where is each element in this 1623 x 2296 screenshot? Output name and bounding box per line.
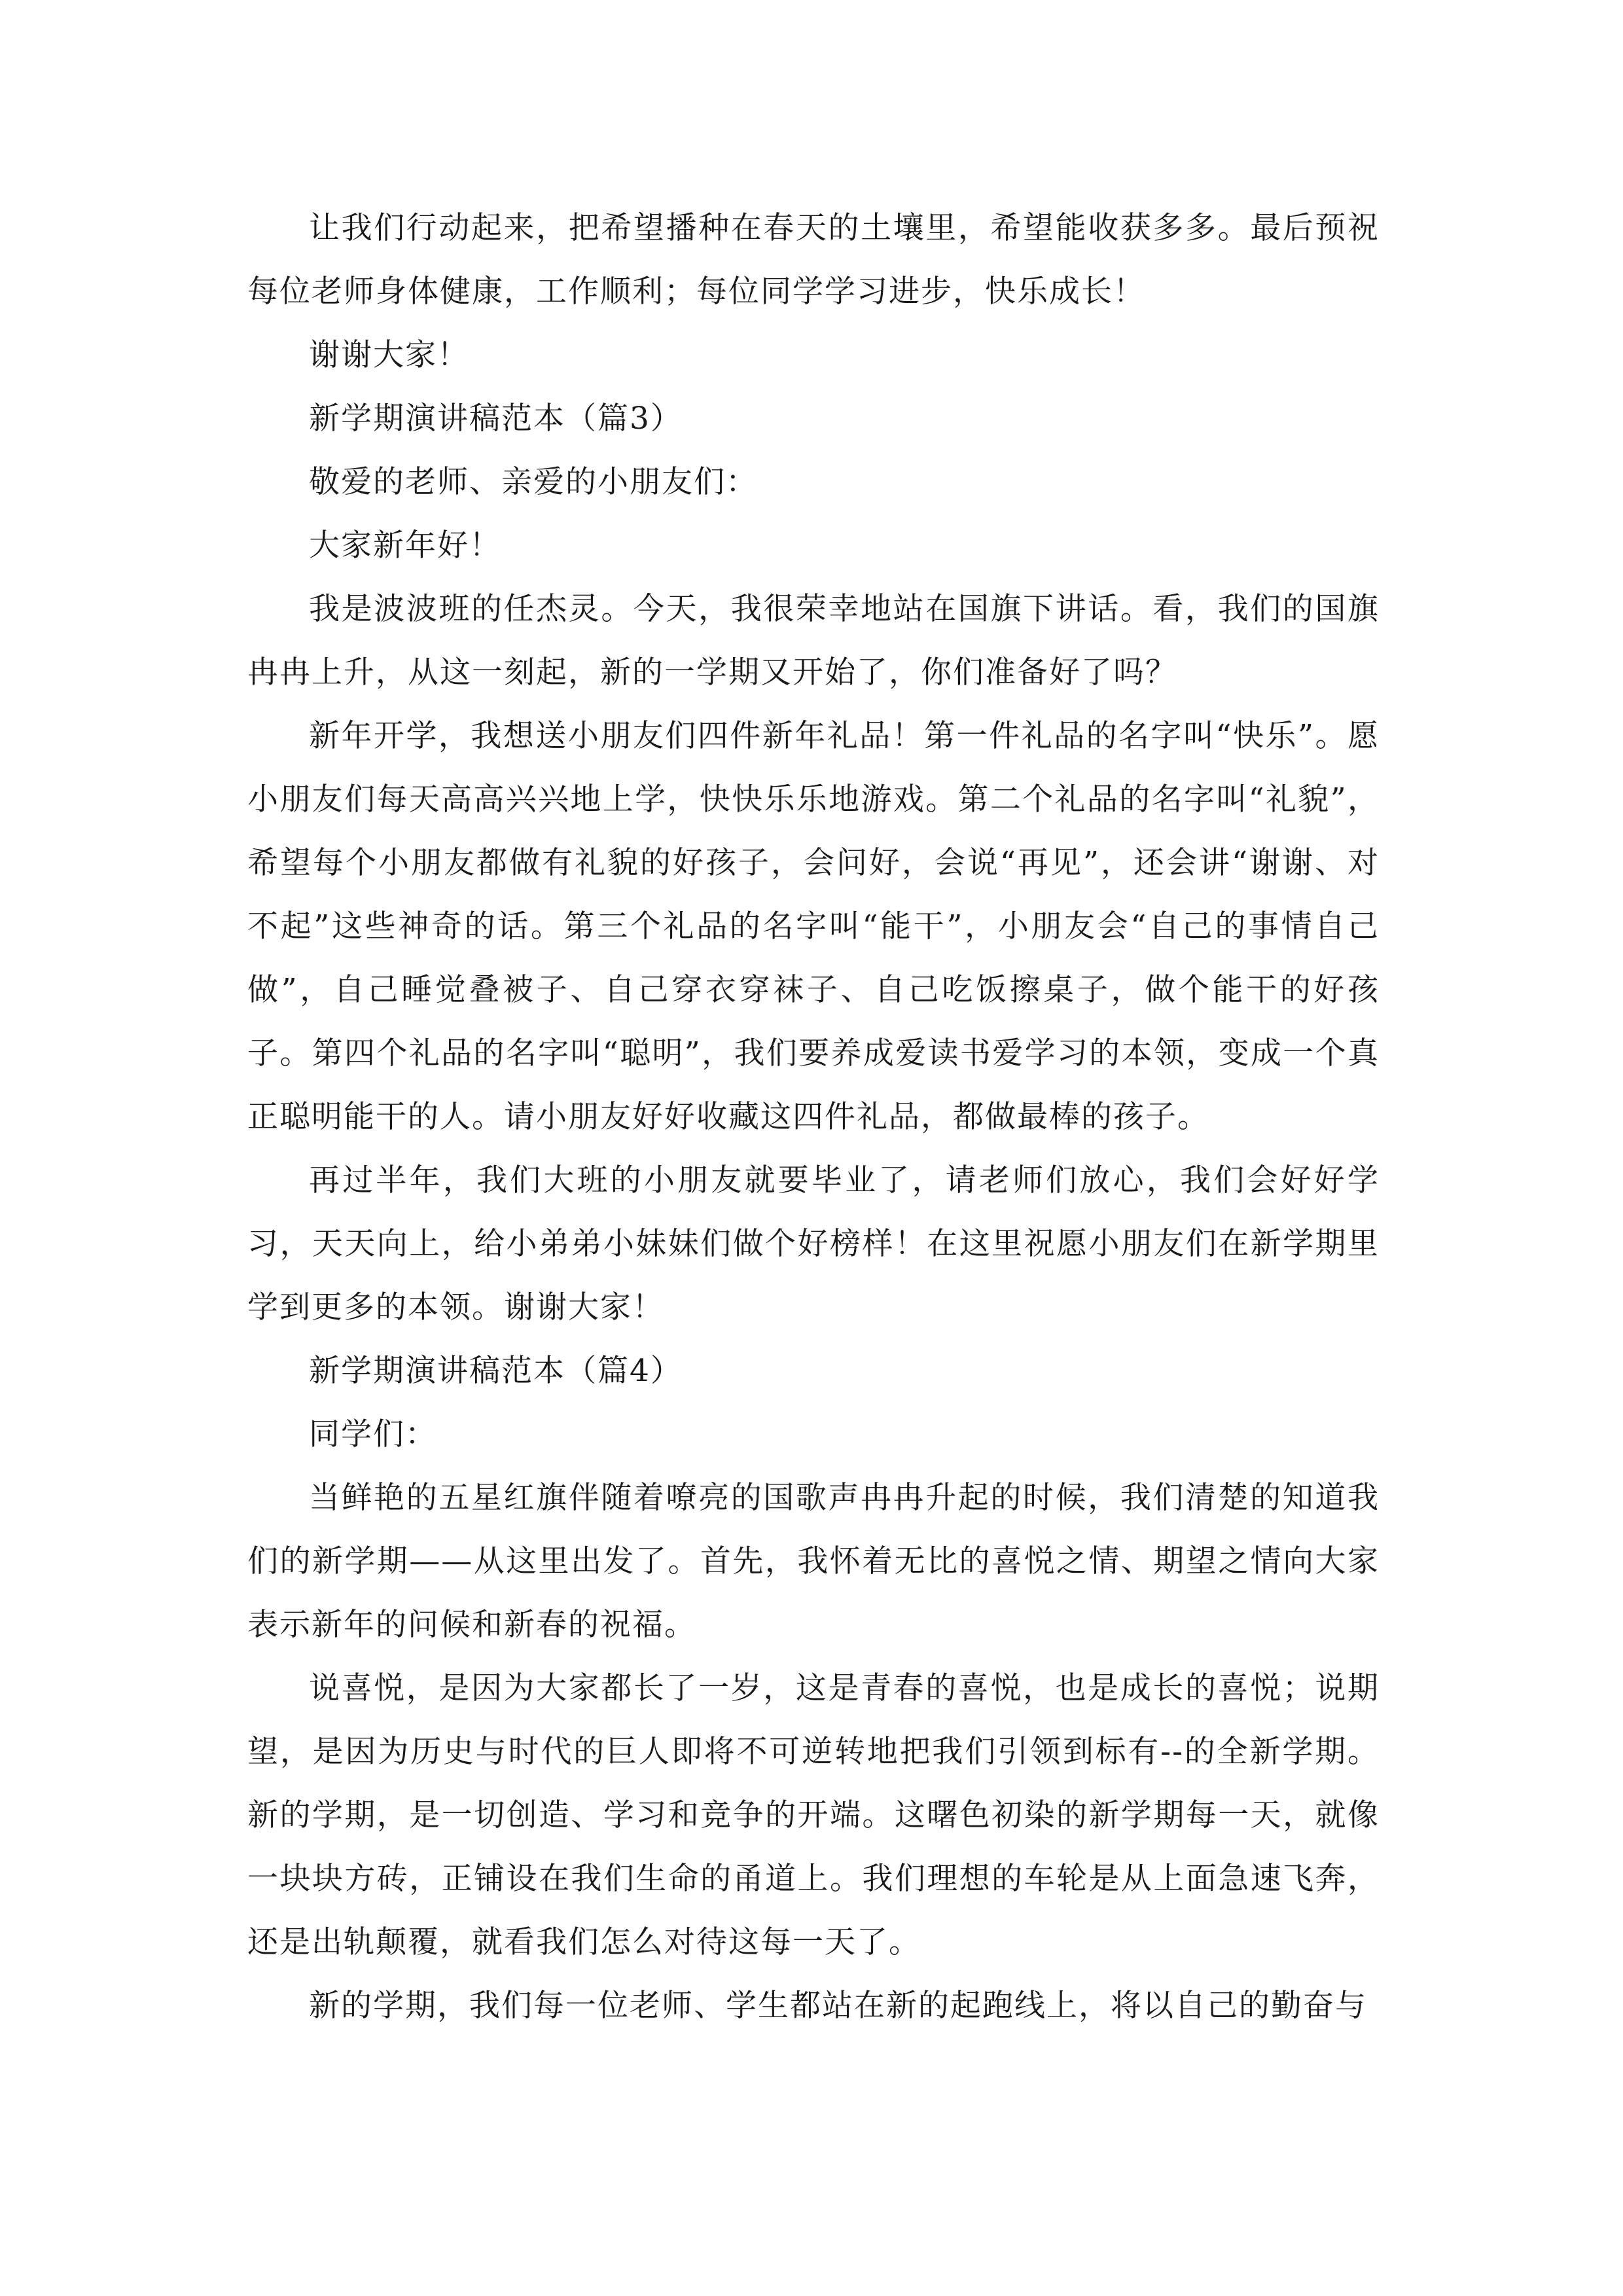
paragraph-new-semester: 新的学期，我们每一位老师、学生都站在新的起跑线上，将以自己的勤奋与 (309, 1988, 1367, 2024)
paragraph-four-gifts: 新年开学，我想送小朋友们四件新年礼品！第一件礼品的名字叫“快乐”。愿小朋友们每天高高兴兴地上学，快快乐乐地游戏。第二个礼品的名字叫“礼貌”，希望每个小朋友都做有礼貌的好孩子，会问好，会说“再见”，还会讲“谢谢、对不起”这些神奇的话。第三个礼品的名字叫“能干”，小朋友会“自己的事情自己做”，自己睡觉叠被子、自己穿衣穿袜子、自己吃饭擦桌子，做个能干的好孩子。第四个礼品的名字叫“聪明”，我们要养成爱读书爱学习的本领，变成一个真正聪明能干的人。请小朋友好好收藏这四件礼品，都做最棒的孩子。 (247, 718, 1380, 1135)
section-heading-part4: 新学期演讲稿范本（篇4） (309, 1353, 683, 1389)
salutation-students: 同学们： (309, 1416, 437, 1452)
paragraph-introduction: 我是波波班的任杰灵。今天，我很荣幸地站在国旗下讲话。看，我们的国旗冉冉上升，从这一刻起，新的一学期又开始了，你们准备好了吗？ (247, 591, 1380, 691)
paragraph-graduation: 再过半年，我们大班的小朋友就要毕业了，请老师们放心，我们会好好学习，天天向上，给小弟弟小妹妹们做个好榜样！在这里祝愿小朋友们在新学期里学到更多的本领。谢谢大家！ (247, 1162, 1380, 1325)
paragraph-flag-raising: 当鲜艳的五星红旗伴随着嘹亮的国歌声冉冉升起的时候，我们清楚的知道我们的新学期——从这里出发了。首先，我怀着无比的喜悦之情、期望之情向大家表示新年的问候和新春的祝福。 (247, 1480, 1380, 1643)
document-body (247, 196, 1380, 2037)
section-heading-part3: 新学期演讲稿范本（篇3） (309, 401, 683, 437)
paragraph-joy-hope: 说喜悦，是因为大家都长了一岁，这是青春的喜悦，也是成长的喜悦；说期望，是因为历史与时代的巨人即将不可逆转地把我们引领到标有--的全新学期。新的学期，是一切创造、学习和竞争的开端。这曙色初染的新学期每一天，就像一块块方砖，正铺设在我们生命的甬道上。我们理想的车轮是从上面急速飞奔，还是出轨颠覆，就看我们怎么对待这每一天了。 (247, 1670, 1380, 1960)
paragraph-closing-wish: 让我们行动起来，把希望播种在春天的土壤里，希望能收获多多。最后预祝每位老师身体健康，工作顺利；每位同学学习进步，快乐成长！ (247, 210, 1380, 310)
salutation-teachers-kids: 敬爱的老师、亲爱的小朋友们： (309, 464, 758, 500)
paragraph-thanks: 谢谢大家！ (309, 337, 469, 373)
greeting-new-year: 大家新年好！ (309, 528, 501, 564)
